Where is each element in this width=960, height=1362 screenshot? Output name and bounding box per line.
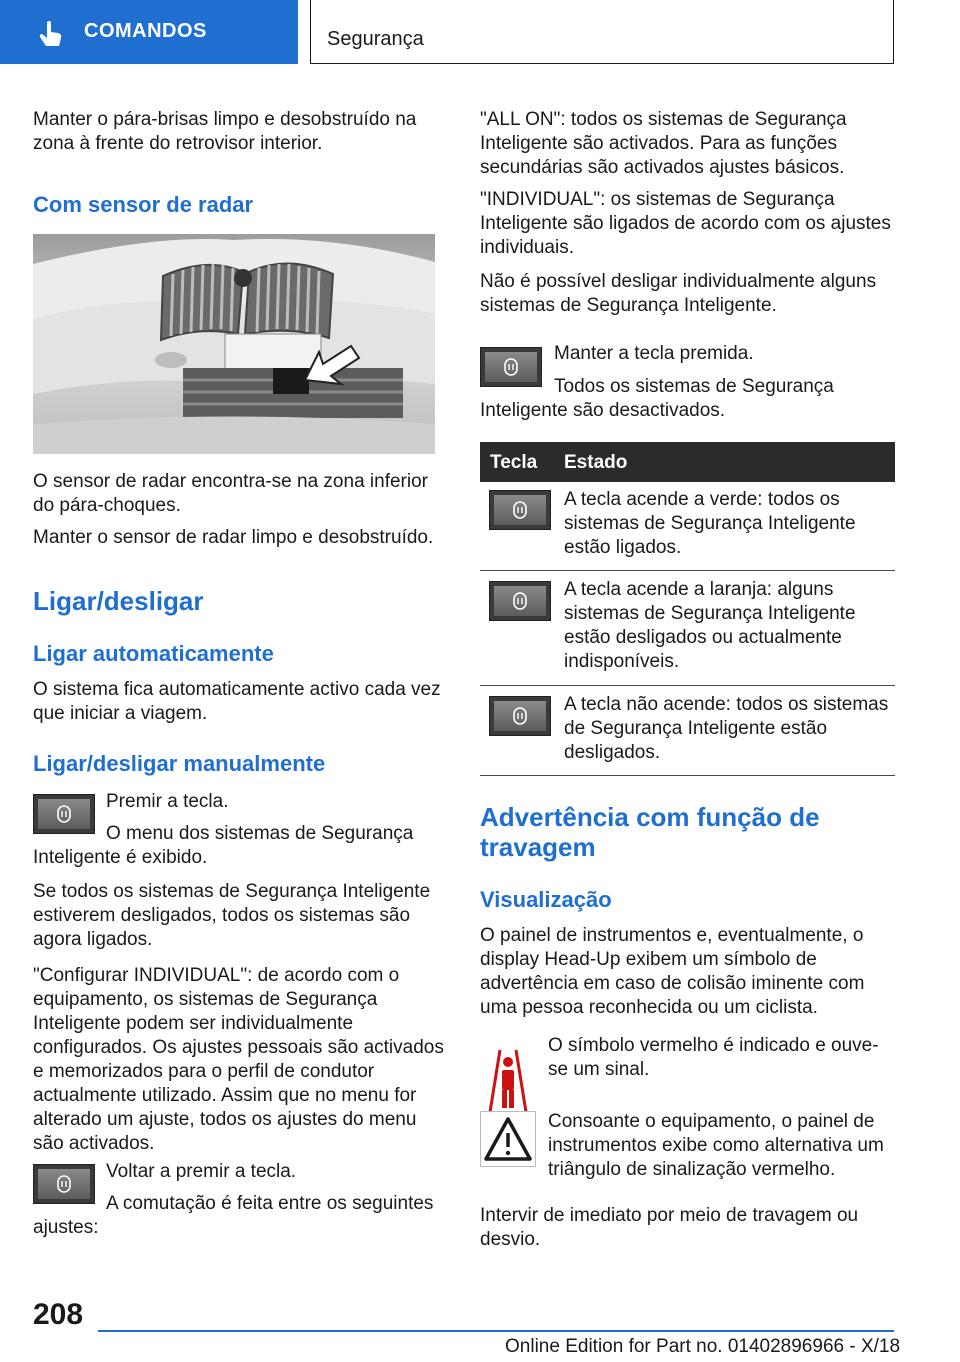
table-row <box>480 571 895 686</box>
heading-ligar-auto: Ligar automaticamente <box>33 641 274 666</box>
heading-visualizacao: Visualização <box>480 887 612 912</box>
paragraph: Manter o pára-brisas limpo e desobstruído na zona à frente do retrovisor interior. <box>33 109 417 154</box>
paragraph: Manter o sensor de radar limpo e desobstruído. <box>33 527 434 548</box>
paragraph: O painel de instrumentos e, eventualmente, o display Head-Up exibem um símbolo de advertência em caso de colisão iminente com uma pessoa reconhecida ou um ciclista. <box>480 925 865 1018</box>
paragraph: Não é possível desligar individualmente alguns sistemas de Segurança Inteligente. <box>480 271 877 316</box>
paragraph: Premir a tecla. <box>106 791 229 812</box>
table-row <box>480 686 895 776</box>
paragraph: Voltar a premir a tecla. <box>106 1161 297 1182</box>
safety-button-icon <box>504 358 518 376</box>
paragraph: Consoante o equipamento, o painel de instrumentos exibe como alternativa um triângulo de sinalização vermelho. <box>548 1111 884 1180</box>
table-cell: A tecla não acende: todos os sistemas de Segurança Inteligente estão desligados. <box>564 694 889 763</box>
table-col-estado: Estado <box>564 452 628 473</box>
section-tab[interactable] <box>0 0 298 64</box>
intelligent-safety-button-image <box>489 581 551 621</box>
paragraph: O menu dos sistemas de Segurança Inteligente é exibido. <box>33 823 414 868</box>
safety-button-icon <box>513 501 527 519</box>
pedestrian-warning-icon <box>480 1042 536 1118</box>
table-cell: A tecla acende a verde: todos os sistemas de Segurança Inteligente estão ligados. <box>564 489 856 558</box>
warning-triangle-icon <box>480 1111 536 1167</box>
footer-rule <box>98 1330 894 1332</box>
heading-radar: Com sensor de radar <box>33 192 254 217</box>
paragraph: O símbolo vermelho é indicado e ouve-se um sinal. <box>548 1035 879 1080</box>
chapter-header <box>310 0 894 64</box>
edition-note: Online Edition for Part no. 01402896966 - X/18 <box>505 1336 901 1357</box>
heading-manual: Ligar/desligar manualmente <box>33 751 326 776</box>
table-row <box>480 482 895 571</box>
paragraph: A comutação é feita entre os seguintes ajustes: <box>33 1193 434 1238</box>
safety-button-icon <box>513 707 527 725</box>
safety-button-icon <box>513 592 527 610</box>
paragraph: Se todos os sistemas de Segurança Inteligente estiverem desligados, todos os sistemas são agora ligados. <box>33 881 431 950</box>
paragraph: "INDIVIDUAL": os sistemas de Segurança Inteligente são ligados de acordo com os ajustes individuais. <box>480 189 891 258</box>
safety-button-icon <box>57 805 71 823</box>
page-number: 208 <box>33 1298 84 1331</box>
paragraph: Manter a tecla premida. <box>554 343 754 364</box>
safety-button-icon <box>57 1175 71 1193</box>
table-col-tecla: Tecla <box>490 452 538 473</box>
paragraph: O sistema fica automaticamente activo cada vez que iniciar a viagem. <box>33 679 441 724</box>
heading-ligar-desligar: Ligar/desligar <box>33 586 204 616</box>
paragraph: "Configurar INDIVIDUAL": de acordo com o equipamento, os sistemas de Segurança Inteligente podem ser individualmente configurados. Os ajustes pessoais são activados e memorizados para o perfil de condutor actualmente utilizado. Assim que no menu for alterado um ajuste, todos os ajustes do menu são activados. <box>33 965 444 1154</box>
paragraph: "ALL ON": todos os sistemas de Segurança Inteligente são activados. Para as funções secundárias são activados ajustes básicos. <box>480 109 847 178</box>
table-cell: A tecla acende a laranja: alguns sistemas de Segurança Inteligente estão desligados ou actualmente indisponíveis. <box>564 579 856 672</box>
heading-advertencia: Advertência com função de travagem <box>480 802 820 862</box>
table-header <box>480 442 895 482</box>
intelligent-safety-button-image <box>489 490 551 530</box>
paragraph: O sensor de radar encontra-se na zona inferior do pára-choques. <box>33 471 428 516</box>
paragraph: Intervir de imediato por meio de travagem ou desvio. <box>480 1205 859 1250</box>
paragraph: Todos os sistemas de Segurança Inteligente são desactivados. <box>480 376 834 421</box>
chapter-title: Segurança <box>327 28 424 50</box>
intelligent-safety-button-image <box>489 696 551 736</box>
hand-pointer-icon <box>38 20 64 48</box>
car-front-radar-image <box>33 234 435 454</box>
section-tab-label: COMANDOS <box>84 20 207 42</box>
